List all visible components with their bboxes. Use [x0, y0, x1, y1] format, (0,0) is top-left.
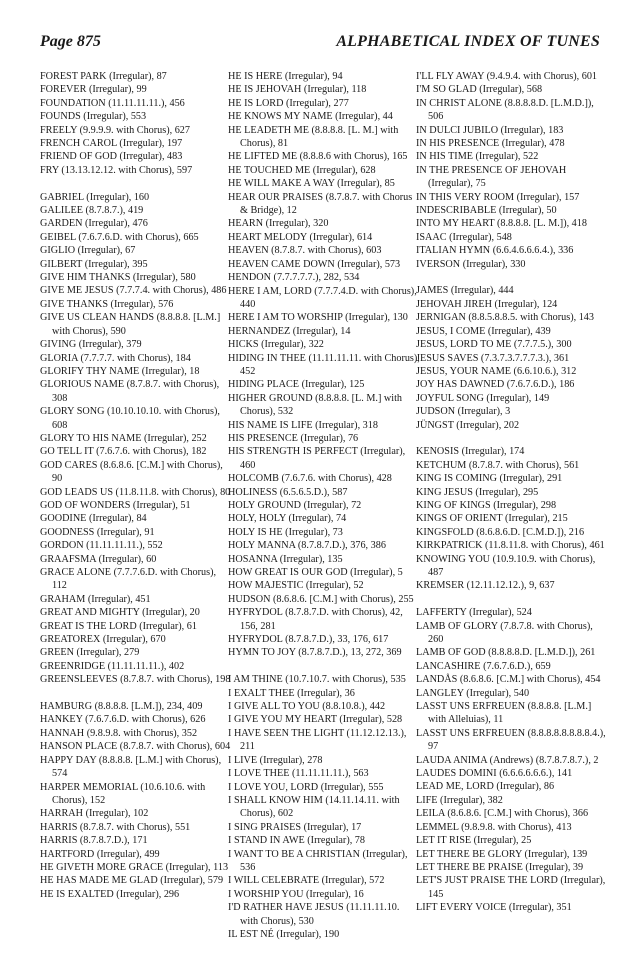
- index-entry: I GIVE ALL TO YOU (8.8.10.8.), 442: [228, 701, 386, 713]
- index-entry: HOLY GROUND (Irregular), 72: [228, 500, 362, 511]
- index-entry: HEAVEN (8.7.8.7. with Chorus), 603: [228, 245, 382, 257]
- index-entry: LEILA (8.6.8.6. [C.M.] with Chorus), 366: [416, 808, 589, 820]
- section-gap: [40, 177, 232, 190]
- section-gap: [228, 660, 420, 673]
- index-entry: HE HAS MADE ME GLAD (Irregular), 579: [40, 875, 224, 887]
- index-entry: GLORIOUS NAME (8.7.8.7. with Chorus), 308: [40, 379, 220, 404]
- index-entry: IL EST NÉ (Irregular), 190: [228, 928, 340, 940]
- index-entry: GLORIA (7.7.7.7. with Chorus), 184: [40, 352, 191, 364]
- index-entry: HE IS HERE (Irregular), 94: [228, 71, 343, 82]
- index-entry: LAUDA ANIMA (Andrews) (8.7.8.7.8.7.), 2: [416, 754, 599, 766]
- section-gap: [416, 432, 608, 445]
- index-entry: KNOWING YOU (10.9.10.9. with Chorus), 487: [416, 553, 596, 578]
- index-entry: I HAVE SEEN THE LIGHT (11.12.12.13.), 211: [228, 727, 407, 753]
- index-entry: KING IS COMING (Irregular), 291: [416, 473, 563, 485]
- index-entry: JESUS SAVES (7.3.7.3.7.7.7.3.), 361: [416, 352, 570, 364]
- index-entry: LAMB OF GLORY (7.8.7.8. with Chorus), 260: [416, 620, 593, 646]
- index-entry: HARTFORD (Irregular), 499: [40, 848, 160, 860]
- index-entry: I'D RATHER HAVE JESUS (11.11.11.10. with Chorus), 530: [228, 902, 400, 927]
- index-entry: FRENCH CAROL (Irregular), 197: [40, 138, 183, 150]
- index-entry: LASST UNS ERFREUEN (8.8.8.8.8.8.8.8.4.), 97: [416, 727, 606, 753]
- index-entry: HIGHER GROUND (8.8.8.8. [L. M.] with Chorus), 532: [228, 392, 403, 418]
- index-entry: GREAT IS THE LORD (Irregular), 61: [40, 620, 197, 632]
- index-entry: FOUNDATION (11.11.11.11.), 456: [40, 97, 185, 109]
- index-entry: HEARN (Irregular), 320: [228, 218, 329, 230]
- index-entry: I'LL FLY AWAY (9.4.9.4. with Chorus), 601: [416, 71, 598, 82]
- index-entry: GLORIFY THY NAME (Irregular), 18: [40, 365, 200, 377]
- index-entry: I'M SO GLAD (Irregular), 568: [416, 84, 543, 96]
- index-entry: HOSANNA (Irregular), 135: [228, 553, 343, 565]
- index-entry: LASST UNS ERFREUEN (8.8.8.8. [L.M.] with Alleluias), 11: [416, 701, 592, 726]
- index-entry: GLORY TO HIS NAME (Irregular), 252: [40, 432, 207, 444]
- index-entry: INTO MY HEART (8.8.8.8. [L. M.]), 418: [416, 218, 587, 230]
- index-entry: HOW MAJESTIC (Irregular), 52: [228, 580, 364, 592]
- index-entry: JUDSON (Irregular), 3: [416, 406, 511, 418]
- index-entry: GABRIEL (Irregular), 160: [40, 191, 150, 203]
- index-entry: HE KNOWS MY NAME (Irregular), 44: [228, 111, 393, 123]
- index-entry: HUDSON (8.6.8.6. [C.M.] with Chorus), 255: [228, 593, 414, 605]
- index-entry: HIS STRENGTH IS PERFECT (Irregular), 460: [228, 446, 406, 471]
- index-entry: IN CHRIST ALONE (8.8.8.8.D. [L.M.D.]), 506: [416, 97, 594, 123]
- index-entry: IN HIS PRESENCE (Irregular), 478: [416, 138, 565, 150]
- index-entry: IN THIS VERY ROOM (Irregular), 157: [416, 191, 580, 203]
- index-column-1: [40, 70, 232, 901]
- index-entry: HERE I AM, LORD (7.7.7.4.D. with Chorus), 440: [228, 285, 417, 310]
- index-entry: GREEN (Irregular), 279: [40, 647, 140, 659]
- section-gap: [40, 687, 232, 700]
- index-entry: HYMN TO JOY (8.7.8.7.D.), 13, 272, 369: [228, 647, 402, 659]
- index-entry: I LOVE THEE (11.11.11.11.), 563: [228, 768, 369, 780]
- index-columns: [0, 70, 640, 950]
- index-entry: I SHALL KNOW HIM (14.11.14.11. with Chorus), 602: [228, 794, 400, 820]
- index-entry: HARRAH (Irregular), 102: [40, 808, 149, 820]
- index-entry: FOUNDS (Irregular), 553: [40, 111, 147, 123]
- index-entry: JOY HAS DAWNED (7.6.7.6.D.), 186: [416, 379, 575, 391]
- index-entry: HARPER MEMORIAL (10.6.10.6. with Chorus), 152: [40, 781, 206, 806]
- index-entry: HENDON (7.7.7.7.7.), 282, 534: [228, 272, 360, 284]
- index-entry: HEAR OUR PRAISES (8.7.8.7. with Chorus & Bridge), 12: [228, 191, 413, 217]
- index-entry: HANKEY (7.6.7.6.D. with Chorus), 626: [40, 714, 206, 726]
- index-entry: GIGLIO (Irregular), 67: [40, 245, 136, 257]
- index-entry: KINGSFOLD (8.6.8.6.D. [C.M.D.]), 216: [416, 526, 585, 538]
- index-entry: KINGS OF ORIENT (Irregular), 215: [416, 513, 568, 525]
- index-entry: LAUDES DOMINI (6.6.6.6.6.6.), 141: [416, 768, 573, 780]
- index-entry: I SING PRAISES (Irregular), 17: [228, 821, 362, 833]
- index-entry: FREELY (9.9.9.9. with Chorus), 627: [40, 124, 190, 136]
- index-entry: KREMSER (12.11.12.12.), 9, 637: [416, 580, 555, 592]
- index-entry: GOD CARES (8.6.8.6. [C.M.] with Chorus), 90: [40, 459, 223, 485]
- index-entry: HIS NAME IS LIFE (Irregular), 318: [228, 419, 378, 431]
- index-entry: ISAAC (Irregular), 548: [416, 231, 512, 243]
- index-entry: LAMB OF GOD (8.8.8.8.D. [L.M.D.]), 261: [416, 647, 596, 659]
- index-entry: LET'S JUST PRAISE THE LORD (Irregular), 145: [416, 875, 606, 900]
- index-entry: JESUS, LORD TO ME (7.7.7.5.), 300: [416, 339, 572, 351]
- index-entry: HIS PRESENCE (Irregular), 76: [228, 432, 359, 444]
- index-entry: GOD OF WONDERS (Irregular), 51: [40, 499, 191, 511]
- section-gap: [416, 271, 608, 284]
- index-entry: GREENSLEEVES (8.7.8.7. with Chorus), 198: [40, 674, 231, 686]
- index-entry: HIDING PLACE (Irregular), 125: [228, 379, 365, 391]
- index-entry: GRAHAM (Irregular), 451: [40, 593, 151, 605]
- index-entry: JESUS, I COME (Irregular), 439: [416, 325, 551, 337]
- index-entry: JÜNGST (Irregular), 202: [416, 419, 520, 431]
- index-entry: LET THERE BE GLORY (Irregular), 139: [416, 848, 588, 860]
- index-entry: I WANT TO BE A CHRISTIAN (Irregular), 536: [228, 848, 408, 873]
- index-entry: HOW GREAT IS OUR GOD (Irregular), 5: [228, 567, 403, 579]
- index-entry: HEART MELODY (Irregular), 614: [228, 231, 373, 243]
- index-entry: KENOSIS (Irregular), 174: [416, 446, 525, 458]
- index-entry: HYFRYDOL (8.7.8.7.D.), 33, 176, 617: [228, 634, 389, 646]
- index-entry: LEAD ME, LORD (Irregular), 86: [416, 781, 555, 793]
- index-entry: HE IS LORD (Irregular), 277: [228, 97, 349, 109]
- index-entry: HOLINESS (6.5.6.5.D.), 587: [228, 486, 348, 498]
- index-entry: HEAVEN CAME DOWN (Irregular), 573: [228, 258, 401, 270]
- index-entry: FOREVER (Irregular), 99: [40, 84, 147, 96]
- index-entry: INDESCRIBABLE (Irregular), 50: [416, 205, 557, 217]
- index-entry: HE IS JEHOVAH (Irregular), 118: [228, 84, 367, 96]
- index-entry: I LOVE YOU, LORD (Irregular), 555: [228, 781, 384, 793]
- index-entry: IN DULCI JUBILO (Irregular), 183: [416, 124, 564, 136]
- index-entry: I AM THINE (10.7.10.7. with Chorus), 535: [228, 674, 406, 686]
- index-entry: HE TOUCHED ME (Irregular), 628: [228, 164, 376, 176]
- index-entry: GREATOREX (Irregular), 670: [40, 634, 166, 646]
- index-entry: I WILL CELEBRATE (Irregular), 572: [228, 875, 385, 887]
- index-entry: GRACE ALONE (7.7.7.6.D. with Chorus), 112: [40, 567, 217, 592]
- index-entry: HARRIS (8.7.8.7.D.), 171: [40, 835, 148, 847]
- index-entry: HOLY IS HE (Irregular), 73: [228, 526, 343, 538]
- index-entry: I EXALT THEE (Irregular), 36: [228, 687, 355, 699]
- index-entry: FRIEND OF GOD (Irregular), 483: [40, 151, 183, 163]
- index-entry: LAFFERTY (Irregular), 524: [416, 607, 532, 619]
- index-entry: HE IS EXALTED (Irregular), 296: [40, 888, 180, 900]
- index-entry: LET THERE BE PRAISE (Irregular), 39: [416, 861, 584, 873]
- index-entry: HE GIVETH MORE GRACE (Irregular), 113: [40, 861, 229, 873]
- index-entry: HAMBURG (8.8.8.8. [L.M.]), 234, 409: [40, 701, 203, 713]
- index-entry: LANCASHIRE (7.6.7.6.D.), 659: [416, 660, 551, 672]
- index-entry: LEMMEL (9.8.9.8. with Chorus), 413: [416, 821, 572, 833]
- index-column-3: [416, 70, 608, 915]
- index-entry: JESUS, YOUR NAME (6.6.10.6.), 312: [416, 365, 577, 377]
- index-entry: HICKS (Irregular), 322: [228, 339, 324, 351]
- index-entry: HE LEADETH ME (8.8.8.8. [L. M.] with Chorus), 81: [228, 124, 399, 150]
- index-entry: IVERSON (Irregular), 330: [416, 258, 526, 270]
- page-number: Page 875: [40, 33, 101, 50]
- index-entry: GARDEN (Irregular), 476: [40, 218, 148, 230]
- index-entry: GALILEE (8.7.8.7.), 419: [40, 205, 144, 217]
- index-entry: GREENRIDGE (11.11.11.11.), 402: [40, 660, 185, 672]
- index-entry: KING JESUS (Irregular), 295: [416, 486, 539, 498]
- index-entry: HARRIS (8.7.8.7. with Chorus), 551: [40, 821, 191, 833]
- index-entry: HE LIFTED ME (8.8.8.6 with Chorus), 165: [228, 151, 408, 163]
- index-entry: HANNAH (9.8.9.8. with Chorus), 352: [40, 727, 198, 739]
- index-entry: KING OF KINGS (Irregular), 298: [416, 499, 557, 511]
- index-entry: JERNIGAN (8.8.5.8.8.5. with Chorus), 143: [416, 312, 594, 324]
- index-entry: HOLY MANNA (8.7.8.7.D.), 376, 386: [228, 540, 386, 552]
- index-entry: HERNANDEZ (Irregular), 14: [228, 325, 351, 337]
- index-entry: GOODNESS (Irregular), 91: [40, 526, 155, 538]
- index-entry: GEIBEL (7.6.7.6.D. with Chorus), 665: [40, 231, 199, 243]
- index-entry: I GIVE YOU MY HEART (Irregular), 528: [228, 714, 403, 726]
- index-entry: IN THE PRESENCE OF JEHOVAH (Irregular), 75: [416, 164, 567, 190]
- index-entry: HE WILL MAKE A WAY (Irregular), 85: [228, 178, 395, 190]
- index-entry: LANGLEY (Irregular), 540: [416, 687, 530, 699]
- index-entry: ITALIAN HYMN (6.6.4.6.6.6.4.), 336: [416, 245, 574, 257]
- index-entry: LIFE (Irregular), 382: [416, 794, 503, 806]
- index-entry: I STAND IN AWE (Irregular), 78: [228, 835, 365, 847]
- index-entry: GRAAFSMA (Irregular), 60: [40, 553, 157, 565]
- index-entry: IN HIS TIME (Irregular), 522: [416, 151, 539, 163]
- index-entry: GOODINE (Irregular), 84: [40, 513, 147, 525]
- index-entry: I WORSHIP YOU (Irregular), 16: [228, 888, 364, 900]
- page-title: ALPHABETICAL INDEX OF TUNES: [336, 33, 600, 50]
- index-entry: HOLCOMB (7.6.7.6. with Chorus), 428: [228, 473, 392, 485]
- index-entry: GILBERT (Irregular), 395: [40, 258, 148, 270]
- index-entry: HOLY, HOLY (Irregular), 74: [228, 513, 347, 525]
- index-entry: KIRKPATRICK (11.8.11.8. with Chorus), 461: [416, 540, 605, 552]
- index-entry: GO TELL IT (7.6.7.6. with Chorus), 182: [40, 446, 207, 458]
- index-entry: GIVE HIM THANKS (Irregular), 580: [40, 272, 196, 284]
- index-entry: HERE I AM TO WORSHIP (Irregular), 130: [228, 312, 408, 324]
- index-entry: LIFT EVERY VOICE (Irregular), 351: [416, 902, 572, 914]
- section-gap: [416, 593, 608, 606]
- index-entry: GIVE US CLEAN HANDS (8.8.8.8. [L.M.] with Chorus), 590: [40, 312, 221, 337]
- index-entry: GORDON (11.11.11.11.), 552: [40, 540, 163, 552]
- index-entry: LET IT RISE (Irregular), 25: [416, 835, 532, 847]
- index-entry: HYFRYDOL (8.7.8.7.D. with Chorus), 42, 156, 281: [228, 607, 403, 632]
- index-entry: HANSON PLACE (8.7.8.7. with Chorus), 604: [40, 741, 231, 753]
- index-entry: JOYFUL SONG (Irregular), 149: [416, 392, 550, 404]
- index-entry: HAPPY DAY (8.8.8.8. [L.M.] with Chorus), 574: [40, 754, 222, 780]
- index-entry: GIVING (Irregular), 379: [40, 339, 142, 351]
- index-entry: FOREST PARK (Irregular), 87: [40, 71, 167, 82]
- index-entry: HIDING IN THEE (11.11.11.11. with Chorus), 452: [228, 352, 420, 377]
- index-entry: KETCHUM (8.7.8.7. with Chorus), 561: [416, 459, 580, 471]
- index-entry: GLORY SONG (10.10.10.10. with Chorus), 608: [40, 406, 220, 431]
- page-header: [40, 33, 600, 55]
- index-entry: FRY (13.13.12.12. with Chorus), 597: [40, 164, 193, 176]
- index-entry: JAMES (Irregular), 444: [416, 285, 514, 297]
- index-entry: GIVE ME JESUS (7.7.7.4. with Chorus), 486: [40, 285, 227, 297]
- index-entry: LANDÅS (8.6.8.6. [C.M.] with Chorus), 454: [416, 674, 601, 686]
- index-column-2: [228, 70, 420, 941]
- index-entry: JEHOVAH JIREH (Irregular), 124: [416, 298, 558, 310]
- index-entry: GIVE THANKS (Irregular), 576: [40, 298, 174, 310]
- index-entry: I LIVE (Irregular), 278: [228, 754, 323, 766]
- index-entry: GOD LEADS US (11.8.11.8. with Chorus), 80: [40, 486, 231, 498]
- index-entry: GREAT AND MIGHTY (Irregular), 20: [40, 607, 200, 619]
